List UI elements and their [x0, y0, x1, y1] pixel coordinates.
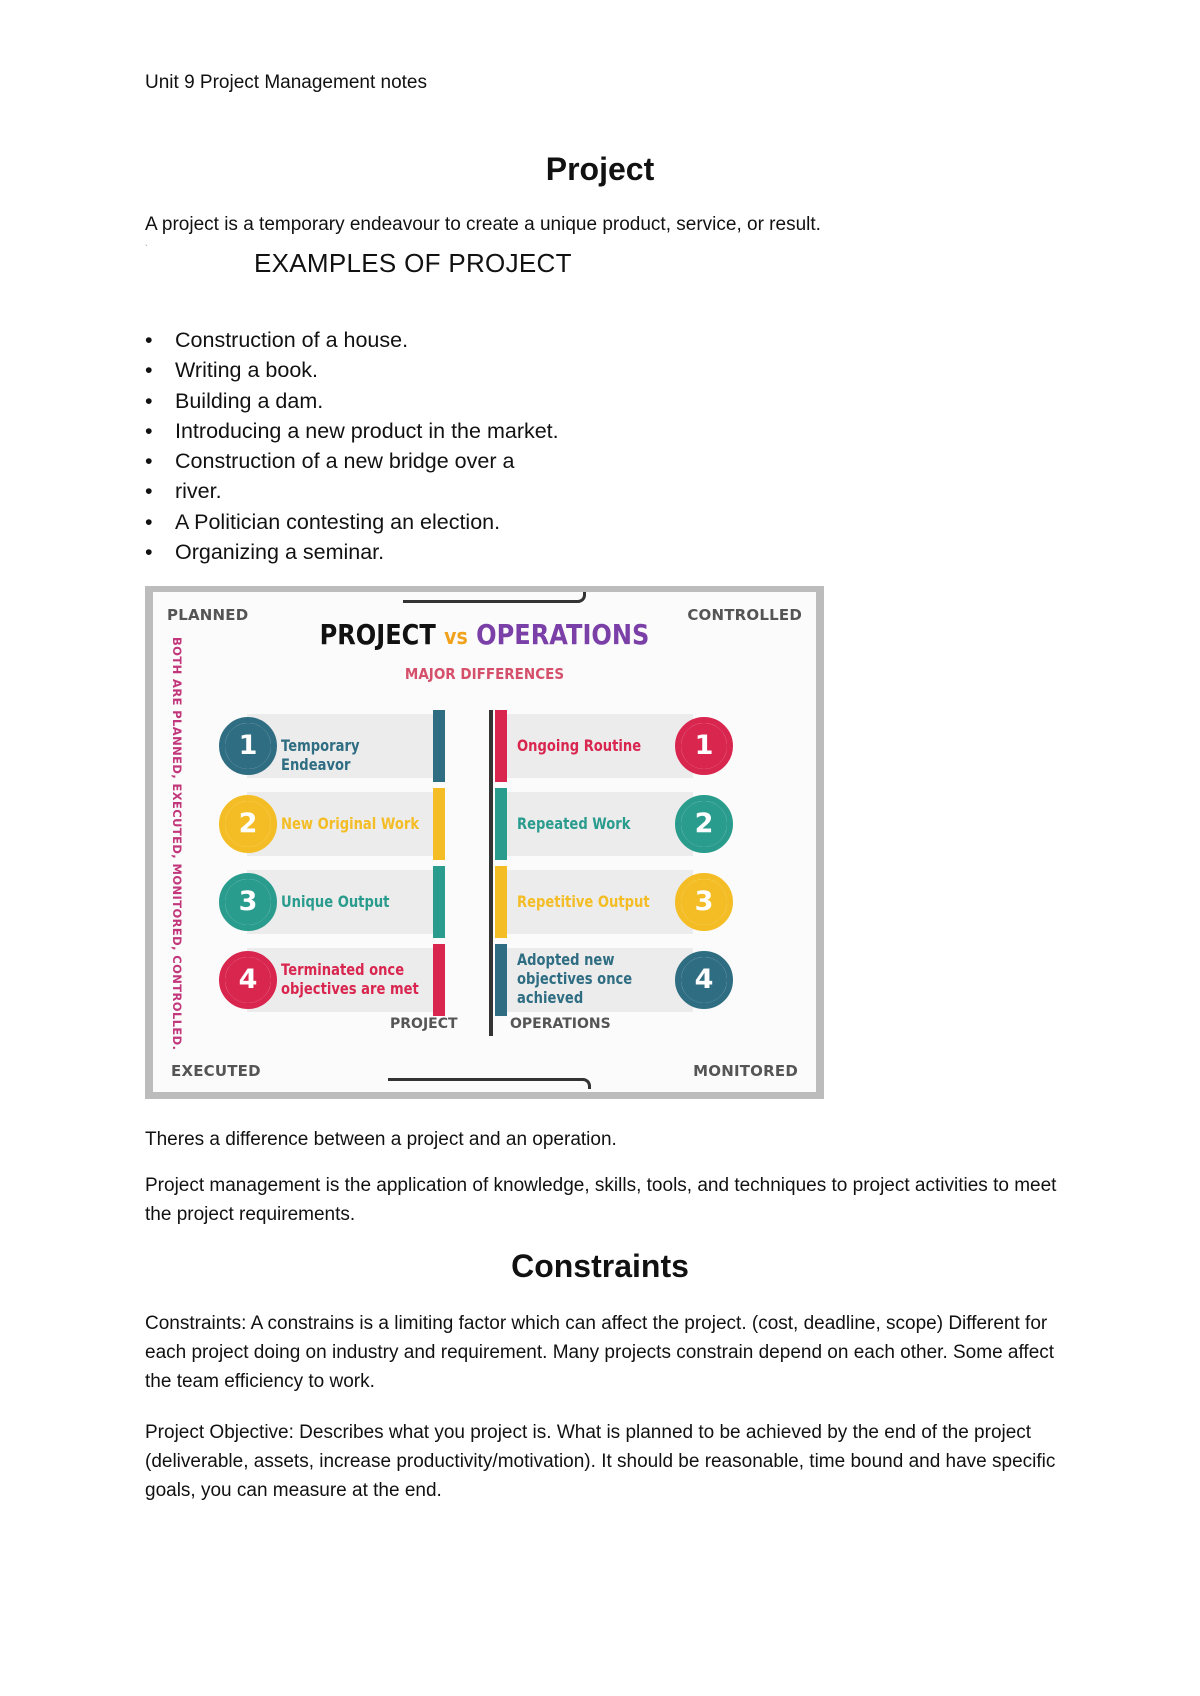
list-item	[145, 476, 559, 506]
corner-monitored: MONITORED	[693, 1062, 798, 1080]
operations-row-label: Repetitive Output	[517, 892, 650, 911]
bullet-icon: •	[145, 540, 153, 565]
top-bracket	[403, 592, 586, 603]
infographic-canvas	[153, 592, 816, 1092]
project-row-label: New Original Work	[281, 814, 420, 833]
title-project: PROJECT	[319, 618, 436, 651]
title-vs: vs	[444, 625, 468, 650]
list-item-text: river.	[175, 479, 222, 504]
operations-row	[495, 944, 735, 1016]
bullet-icon: •	[145, 479, 153, 504]
examples-list	[145, 325, 559, 567]
project-row	[219, 710, 449, 782]
list-item	[145, 386, 559, 416]
project-row-bar	[433, 866, 445, 938]
project-row	[219, 788, 449, 860]
corner-executed: EXECUTED	[171, 1062, 261, 1080]
bullet-icon: •	[145, 388, 153, 413]
side-caption-text: BOTH ARE PLANNED, EXECUTED, MONITORED, CONTROLLED.	[170, 637, 184, 1051]
bottom-bracket	[388, 1078, 591, 1089]
number-badge	[219, 873, 277, 931]
infographic-subtitle: MAJOR DIFFERENCES	[404, 665, 565, 683]
number-badge-value: 2	[681, 801, 727, 847]
project-column-label: PROJECT	[390, 1016, 458, 1032]
corner-planned: PLANNED	[167, 606, 249, 624]
list-item	[145, 507, 559, 537]
section-title-constraints: Constraints	[511, 1248, 689, 1284]
bullet-icon: •	[145, 509, 153, 534]
operations-row-bar	[495, 944, 507, 1016]
project-row-bar	[433, 788, 445, 860]
number-badge	[219, 795, 277, 853]
section-title-project: Project	[545, 151, 655, 187]
operations-row	[495, 866, 735, 938]
paragraph-constraints: Constraints: A constrains is a limiting factor which can affect the project. (cost, deadline, scope) Different for each project doing on industry and requirement. Many projects constrain depend on each other. Some affect the team efficiency to work.	[145, 1313, 1055, 1392]
stray-mark: `	[145, 244, 148, 253]
number-badge-value: 4	[681, 957, 727, 1003]
number-badge	[675, 717, 733, 775]
project-row	[219, 866, 449, 938]
list-item-text: Introducing a new product in the market.	[175, 418, 559, 443]
number-badge	[675, 873, 733, 931]
operations-column-label: OPERATIONS	[510, 1016, 611, 1032]
side-caption	[167, 637, 187, 1051]
page-header: Unit 9 Project Management notes	[145, 72, 427, 93]
number-badge	[675, 795, 733, 853]
operations-row-label: Repeated Work	[517, 814, 631, 833]
number-badge	[219, 717, 277, 775]
center-divider	[489, 710, 493, 1036]
list-item	[145, 325, 559, 355]
number-badge-value: 2	[225, 801, 271, 847]
bullet-icon: •	[145, 449, 153, 474]
operations-row-label: Ongoing Routine	[517, 736, 642, 755]
project-row-label: Unique Output	[281, 892, 390, 911]
operations-row-bar	[495, 788, 507, 860]
list-item-text: Construction of a new bridge over a	[175, 449, 515, 474]
project-row	[219, 944, 449, 1016]
list-item	[145, 446, 559, 476]
number-badge-value: 4	[225, 957, 271, 1003]
list-item-text: Writing a book.	[175, 358, 319, 383]
bullet-icon: •	[145, 358, 153, 383]
number-badge	[219, 951, 277, 1009]
list-item-text: Construction of a house.	[175, 328, 409, 352]
operations-row	[495, 710, 735, 782]
list-item-text: Building a dam.	[175, 388, 324, 413]
project-row-label: Temporary Endeavor	[281, 736, 360, 774]
corner-controlled: CONTROLLED	[687, 606, 802, 624]
title-operations: OPERATIONS	[476, 618, 650, 651]
list-item-text: A Politician contesting an election.	[175, 509, 501, 534]
number-badge-value: 3	[225, 879, 271, 925]
paragraph-project-management: Project management is the application of knowledge, skills, tools, and techniques to project activities to meet the project requirements.	[145, 1175, 1057, 1225]
number-badge	[675, 951, 733, 1009]
project-definition: A project is a temporary endeavour to create a unique product, service, or result.	[145, 214, 821, 235]
operations-row	[495, 788, 735, 860]
project-vs-operations-infographic	[145, 586, 824, 1099]
examples-title: EXAMPLES OF PROJECT	[254, 248, 572, 278]
number-badge-value: 1	[225, 723, 271, 769]
project-row-label: Terminated once objectives are met	[281, 960, 419, 998]
operations-row-label: Adopted new objectives once achieved	[517, 950, 633, 1007]
infographic-title	[199, 618, 769, 651]
list-item	[145, 416, 559, 446]
number-badge-value: 3	[681, 879, 727, 925]
list-item	[145, 537, 559, 567]
operations-row-bar	[495, 710, 507, 782]
number-badge-value: 1	[681, 723, 727, 769]
paragraph-difference: Theres a difference between a project and an operation.	[145, 1129, 617, 1150]
project-row-bar	[433, 710, 445, 782]
operations-row-bar	[495, 866, 507, 938]
paragraph-project-objective: Project Objective: Describes what you project is. What is planned to be achieved by the end of the project (deliverable, assets, increase productivity/motivation). It should be reasonable, time bound and have specific goals, you can measure at the end.	[145, 1422, 1056, 1501]
list-item-text: Organizing a seminar.	[175, 540, 385, 565]
list-item	[145, 355, 559, 385]
bullet-icon: •	[145, 328, 153, 352]
bullet-icon: •	[145, 418, 153, 443]
project-row-bar	[433, 944, 445, 1016]
